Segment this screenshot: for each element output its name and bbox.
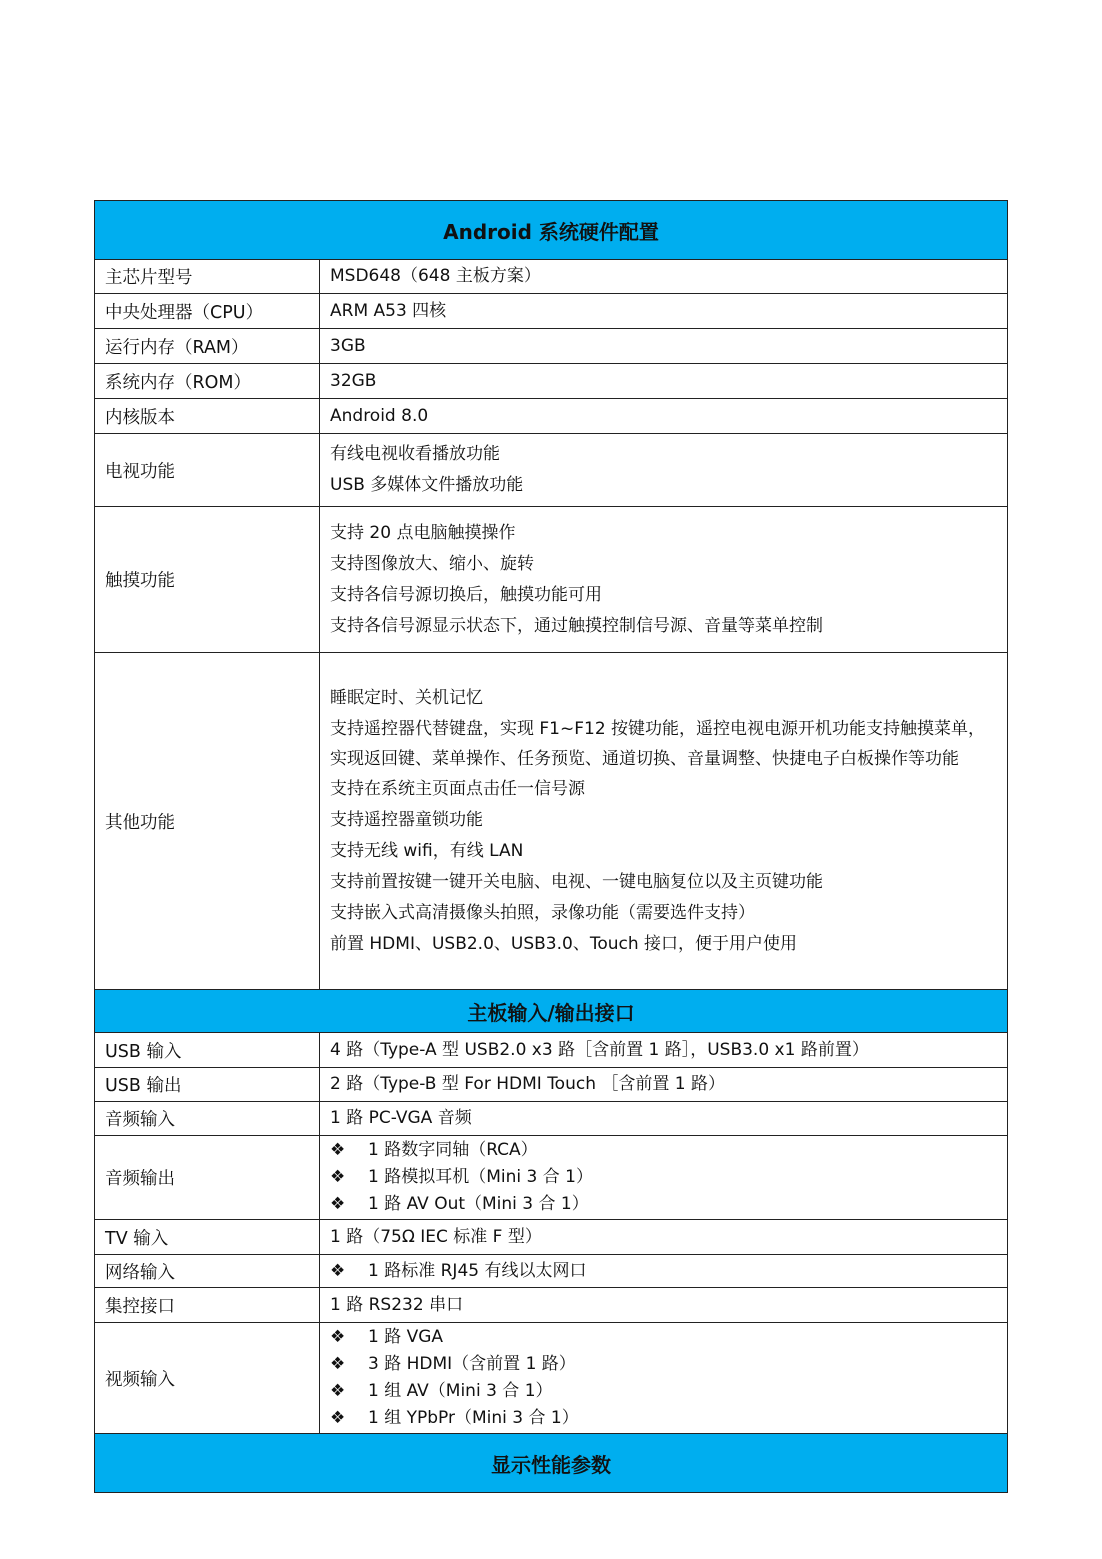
row-value-line: 支持无线 wifi，有线 LAN <box>330 840 524 861</box>
row-value-line: 睡眠定时、关机记忆 <box>330 687 483 708</box>
table-row <box>95 364 1008 399</box>
row-value-line: 前置 HDMI、USB2.0、USB3.0、Touch 接口，便于用户使用 <box>330 933 798 954</box>
bullet-icon: ❖ <box>330 1354 346 1374</box>
bullet-item: ❖ 1 路标准 RJ45 有线以太网口 <box>330 1256 1007 1287</box>
section-title: 显示性能参数 <box>95 1434 1008 1493</box>
row-value: 2 路（Type-B 型 For HDMI Touch ［含前置 1 路） <box>330 1074 726 1094</box>
bullet-icon: ❖ <box>330 1381 346 1401</box>
row-value-line: 支持遥控器童锁功能 <box>330 809 483 830</box>
bullet-icon: ❖ <box>330 1140 346 1160</box>
row-label: 内核版本 <box>95 399 320 434</box>
bullet-item: ❖ 1 路数字同轴（RCA） <box>330 1137 1007 1164</box>
row-value: 1 路（75Ω IEC 标准 F 型） <box>330 1226 542 1247</box>
row-value: 32GB <box>330 370 377 391</box>
row-value: ARM A53 四核 <box>330 300 447 321</box>
row-label: 音频输出 <box>95 1136 320 1220</box>
table-row <box>95 399 1008 434</box>
row-label: 系统内存（ROM） <box>95 364 320 399</box>
bullet-item: ❖ 1 组 YPbPr（Mini 3 合 1） <box>330 1405 1007 1432</box>
row-value-line: 支持图像放大、缩小、旋转 <box>330 553 534 574</box>
bullet-icon: ❖ <box>330 1408 346 1428</box>
row-label: USB 输出 <box>95 1068 320 1102</box>
table-row <box>95 260 1008 294</box>
row-label: 电视功能 <box>95 434 320 507</box>
row-value-line: 支持遥控器代替键盘，实现 F1~F12 按键功能，遥控电视电源开机功能支持触摸菜单，实现返回键、菜单操作、任务预览、通道切换、音量调整、快捷电子白板操作等功能 <box>330 718 986 769</box>
row-label: TV 输入 <box>95 1220 320 1255</box>
row-value-line: 支持 20 点电脑触摸操作 <box>330 522 516 543</box>
row-value: MSD648（648 主板方案） <box>330 266 541 286</box>
bullet-item: ❖ 3 路 HDMI（含前置 1 路） <box>330 1351 1007 1378</box>
row-label: 中央处理器（CPU） <box>95 294 320 329</box>
bullet-icon: ❖ <box>330 1260 346 1281</box>
row-label: 运行内存（RAM） <box>95 329 320 364</box>
row-label: 主芯片型号 <box>95 260 320 294</box>
row-value-line: 支持各信号源显示状态下，通过触摸控制信号源、音量等菜单控制 <box>330 615 823 636</box>
bullet-item: ❖ 1 路 VGA <box>330 1324 1007 1351</box>
table-row <box>95 1102 1008 1136</box>
row-value: 1 路 PC-VGA 音频 <box>330 1108 472 1128</box>
table-row <box>95 653 1008 990</box>
row-label: 网络输入 <box>95 1255 320 1288</box>
row-label: 音频输入 <box>95 1102 320 1136</box>
table-row <box>95 434 1008 507</box>
table-row <box>95 1255 1008 1288</box>
spec-table <box>94 200 1008 1493</box>
row-value-line: 支持前置按键一键开关电脑、电视、一键电脑复位以及主页键功能 <box>330 871 823 892</box>
table-row <box>95 329 1008 364</box>
bullet-item: ❖ 1 路 AV Out（Mini 3 合 1） <box>330 1191 1007 1218</box>
row-value: Android 8.0 <box>330 405 429 426</box>
table-row <box>95 1323 1008 1434</box>
row-label: USB 输入 <box>95 1033 320 1068</box>
section-header-io <box>95 990 1008 1033</box>
row-value-line: USB 多媒体文件播放功能 <box>330 475 524 495</box>
section-header-display <box>95 1434 1008 1493</box>
row-label: 触摸功能 <box>95 507 320 653</box>
table-row <box>95 1136 1008 1220</box>
table-row <box>95 1033 1008 1068</box>
section-title: 主板输入/输出接口 <box>95 990 1008 1033</box>
section-header-hardware <box>95 201 1008 260</box>
row-label: 其他功能 <box>95 653 320 990</box>
table-row <box>95 294 1008 329</box>
bullet-item: ❖ 1 组 AV（Mini 3 合 1） <box>330 1378 1007 1405</box>
row-value-line: 支持嵌入式高清摄像头拍照，录像功能（需要选件支持） <box>330 902 755 923</box>
section-title: Android 系统硬件配置 <box>95 201 1008 260</box>
row-value: 1 路 RS232 串口 <box>330 1294 464 1315</box>
table-row <box>95 1288 1008 1323</box>
bullet-icon: ❖ <box>330 1194 346 1214</box>
row-value: 3GB <box>330 335 366 356</box>
table-row <box>95 1068 1008 1102</box>
row-value-line: 支持在系统主页面点击任一信号源 <box>330 778 585 799</box>
bullet-icon: ❖ <box>330 1167 346 1187</box>
row-value-line: 支持各信号源切换后，触摸功能可用 <box>330 584 602 605</box>
table-row <box>95 507 1008 653</box>
bullet-icon: ❖ <box>330 1327 346 1347</box>
row-value: 4 路（Type-A 型 USB2.0 x3 路［含前置 1 路］，USB3.0 x1 路前置） <box>330 1039 869 1060</box>
row-value-line: 有线电视收看播放功能 <box>330 444 500 464</box>
row-label: 集控接口 <box>95 1288 320 1323</box>
row-label: 视频输入 <box>95 1323 320 1434</box>
bullet-item: ❖ 1 路模拟耳机（Mini 3 合 1） <box>330 1164 1007 1191</box>
table-row <box>95 1220 1008 1255</box>
